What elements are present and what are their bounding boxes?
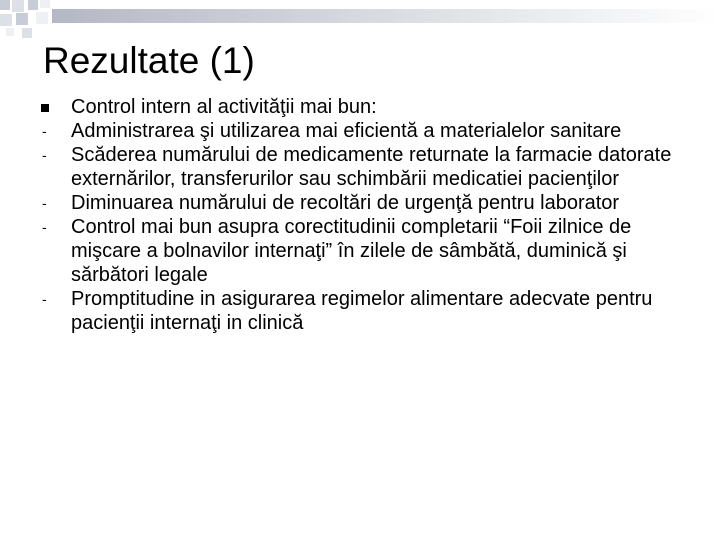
bullet-item <box>40 215 680 287</box>
bullet-text: Promptitudine in asigurarea regimelor alimentare adecvate pentru pacienţii internaţi in clinică <box>71 288 653 334</box>
corner-decoration <box>0 0 720 40</box>
decoration-square <box>28 0 38 10</box>
bullet-text: Control intern al activităţii mai bun: <box>71 96 377 118</box>
decoration-square <box>16 13 28 25</box>
bullet-item <box>40 287 680 335</box>
decoration-square <box>36 12 48 24</box>
dash-bullet-icon: - <box>42 195 47 211</box>
dash-bullet-icon: - <box>42 291 47 307</box>
decoration-square <box>0 0 10 10</box>
slide-title: Rezultate (1) <box>43 40 255 81</box>
bullet-item <box>40 191 680 215</box>
dash-bullet-icon: - <box>42 147 47 163</box>
bullet-item <box>40 143 680 191</box>
bullet-text: Administrarea şi utilizarea mai eficientă a materialelor sanitare <box>71 120 622 142</box>
dash-bullet-icon: - <box>42 219 47 235</box>
bullet-item <box>40 119 680 143</box>
dash-bullet-icon: - <box>42 123 47 139</box>
bullet-text: Diminuarea numărului de recoltări de urgenţă pentru laborator <box>71 192 620 214</box>
header-gradient-bar <box>52 9 720 23</box>
square-bullet-icon <box>40 95 71 119</box>
decoration-square <box>0 14 12 26</box>
decoration-square <box>40 0 50 8</box>
decoration-square <box>12 0 24 12</box>
decoration-square <box>22 28 32 38</box>
bullet-list <box>40 95 680 335</box>
bullet-text: Control mai bun asupra corectitudinii completarii “Foii zilnice de mişcare a bolnavilor internaţi” în zilele de sâmbătă, duminică şi sărbători legale <box>71 216 632 286</box>
bullet-item <box>40 95 680 119</box>
bullet-text: Scăderea numărului de medicamente returnate la farmacie datorate externărilor, transferurilor sau schimbării medicatiei pacienţilor <box>71 144 672 190</box>
decoration-square <box>6 28 14 36</box>
